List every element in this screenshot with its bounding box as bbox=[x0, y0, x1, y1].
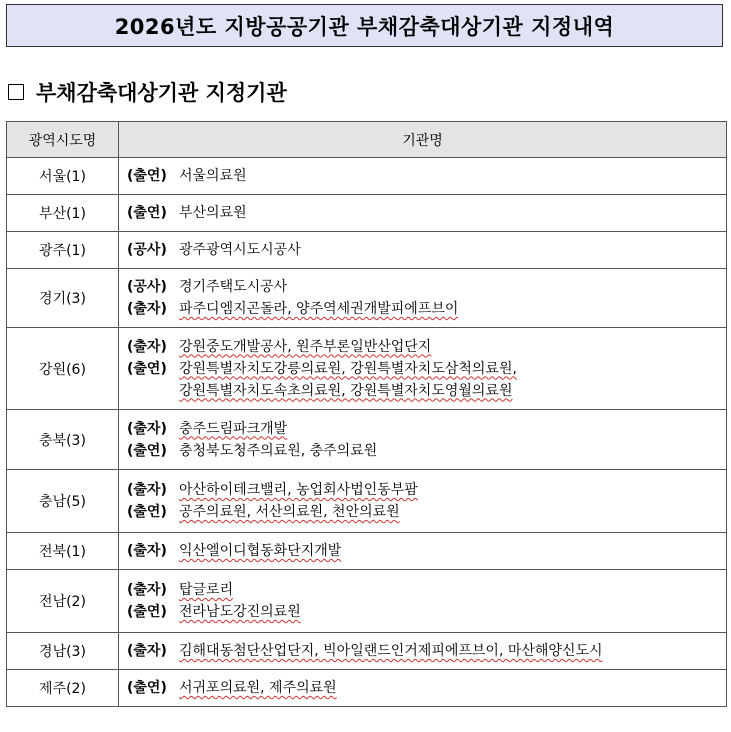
org-line bbox=[127, 239, 718, 261]
region-cell: 강원(6) bbox=[7, 328, 119, 410]
org-names: 서귀포의료원, 제주의료원 bbox=[179, 680, 337, 696]
table-row bbox=[7, 570, 727, 633]
org-type-tag: (출자) bbox=[127, 301, 167, 317]
org-type-tag: (출연) bbox=[127, 504, 167, 520]
org-cell bbox=[119, 328, 727, 410]
checkbox-square-icon bbox=[8, 84, 24, 100]
org-names: 광주광역시도시공사 bbox=[179, 242, 301, 258]
org-type-tag: (출연) bbox=[127, 442, 167, 459]
org-type-tag: (출연) bbox=[127, 360, 167, 377]
table-row bbox=[7, 633, 727, 670]
org-names: 탑글로리 bbox=[179, 582, 234, 598]
org-line bbox=[127, 579, 718, 601]
org-line bbox=[127, 418, 718, 440]
section-heading bbox=[8, 74, 287, 110]
table-row bbox=[7, 328, 727, 410]
org-cell bbox=[119, 533, 727, 570]
org-type-tag: (출자) bbox=[127, 338, 167, 355]
org-cell bbox=[119, 269, 727, 328]
org-type-tag: (출연) bbox=[127, 205, 167, 221]
org-cell bbox=[119, 670, 727, 707]
region-cell: 경기(3) bbox=[7, 269, 119, 328]
org-cell bbox=[119, 195, 727, 232]
org-line bbox=[127, 336, 718, 358]
table-row bbox=[7, 269, 727, 328]
section-title: 부채감축대상기관 지정기관 bbox=[36, 81, 287, 105]
region-cell: 충남(5) bbox=[7, 470, 119, 533]
org-line bbox=[127, 540, 718, 562]
region-cell: 경남(3) bbox=[7, 633, 119, 670]
org-names: 충청북도청주의료원, 충주의료원 bbox=[179, 442, 378, 459]
document-title-box bbox=[6, 4, 723, 47]
table-header-row bbox=[7, 122, 727, 158]
org-cell bbox=[119, 232, 727, 269]
org-names: 경기주택도시공사 bbox=[179, 279, 288, 295]
region-cell: 제주(2) bbox=[7, 670, 119, 707]
org-line bbox=[127, 501, 718, 523]
org-line bbox=[127, 202, 718, 224]
org-names: 전라남도강진의료원 bbox=[179, 604, 301, 620]
document-title: 2026년도 지방공공기관 부채감축대상기관 지정내역 bbox=[114, 14, 615, 39]
table-row bbox=[7, 158, 727, 195]
org-line bbox=[127, 276, 718, 298]
org-cell bbox=[119, 570, 727, 633]
org-cell bbox=[119, 633, 727, 670]
org-line bbox=[127, 358, 718, 380]
designation-table bbox=[6, 121, 727, 707]
region-cell: 충북(3) bbox=[7, 410, 119, 470]
org-type-tag: (출연) bbox=[127, 604, 167, 620]
table-row bbox=[7, 232, 727, 269]
org-type-tag: (출자) bbox=[127, 582, 167, 598]
org-names: 강원중도개발공사, 원주부론일반산업단지 bbox=[179, 338, 432, 355]
org-line bbox=[127, 440, 718, 462]
org-names: 부산의료원 bbox=[179, 205, 247, 221]
table-row bbox=[7, 670, 727, 707]
region-cell: 전남(2) bbox=[7, 570, 119, 633]
org-line bbox=[127, 298, 718, 320]
region-cell: 부산(1) bbox=[7, 195, 119, 232]
org-line bbox=[127, 479, 718, 501]
table-row bbox=[7, 470, 727, 533]
org-type-tag: (출자) bbox=[127, 420, 167, 437]
org-line bbox=[127, 640, 718, 662]
org-names: 파주디엠지곤돌라, 양주역세권개발피에프브이 bbox=[179, 301, 459, 317]
org-line bbox=[127, 380, 718, 402]
org-line bbox=[127, 165, 718, 187]
org-cell bbox=[119, 410, 727, 470]
org-names: 익산엘이디협동화단지개발 bbox=[179, 543, 342, 559]
region-cell: 서울(1) bbox=[7, 158, 119, 195]
table-row bbox=[7, 533, 727, 570]
table-row bbox=[7, 410, 727, 470]
table-row bbox=[7, 195, 727, 232]
org-type-tag: (출연) bbox=[127, 680, 167, 696]
org-type-tag: (출자) bbox=[127, 643, 167, 659]
header-org-name: 기관명 bbox=[119, 122, 727, 158]
org-names: 강원특별자치도강릉의료원, 강원특별자치도삼척의료원, bbox=[179, 360, 517, 377]
org-names: 강원특별자치도속초의료원, 강원특별자치도영월의료원 bbox=[179, 382, 513, 399]
org-line bbox=[127, 677, 718, 699]
org-type-tag: (출자) bbox=[127, 543, 167, 559]
org-names: 공주의료원, 서산의료원, 천안의료원 bbox=[179, 504, 400, 520]
org-type-tag: (공사) bbox=[127, 242, 167, 258]
org-names: 충주드림파크개발 bbox=[179, 420, 288, 437]
org-cell bbox=[119, 470, 727, 533]
org-names: 서울의료원 bbox=[179, 168, 247, 184]
org-names: 김해대동첨단산업단지, 빅아일랜드인거제피에프브이, 마산해양신도시 bbox=[179, 643, 603, 659]
region-cell: 광주(1) bbox=[7, 232, 119, 269]
region-cell: 전북(1) bbox=[7, 533, 119, 570]
org-cell bbox=[119, 158, 727, 195]
org-type-tag: (공사) bbox=[127, 279, 167, 295]
header-region: 광역시도명 bbox=[7, 122, 119, 158]
org-type-tag: (출자) bbox=[127, 482, 167, 498]
org-names: 아산하이테크밸리, 농업회사법인동부팜 bbox=[179, 482, 418, 498]
org-type-tag: (출연) bbox=[127, 168, 167, 184]
org-line bbox=[127, 601, 718, 623]
